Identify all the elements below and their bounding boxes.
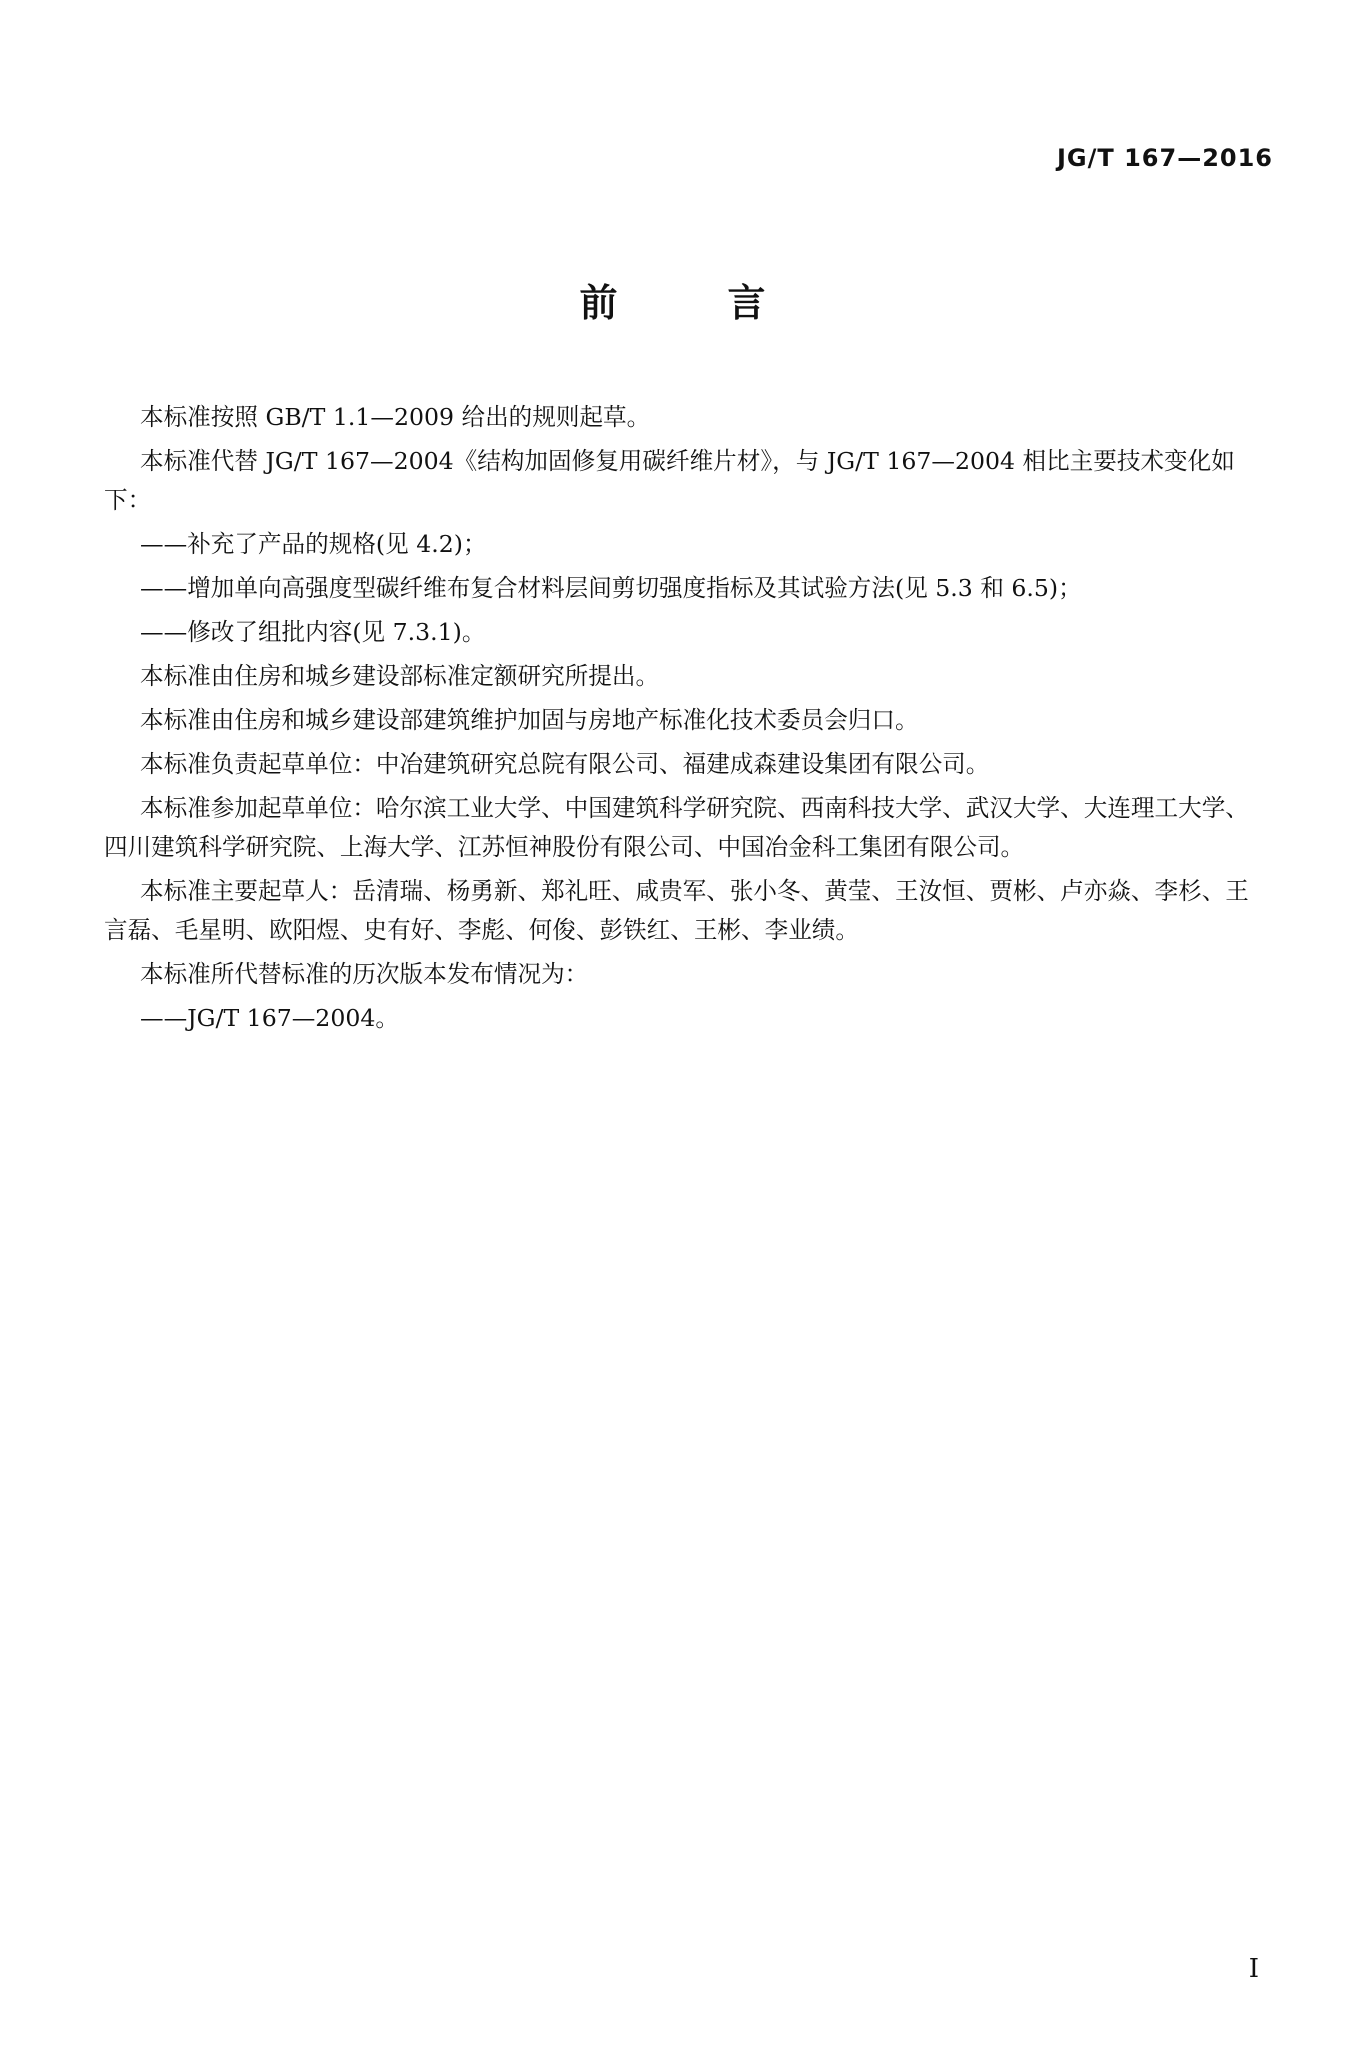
standard-code-header: JG/T 167—2016 xyxy=(1056,144,1273,172)
paragraph-lead-drafters: 本标准负责起草单位：中冶建筑研究总院有限公司、福建成森建设集团有限公司。 xyxy=(140,750,990,778)
change-item-shear-strength: ——增加单向高强度型碳纤维布复合材料层间剪切强度指标及其试验方法(见 5.3 和 6.5)； xyxy=(140,574,1082,602)
page-title: 前 言 xyxy=(579,281,802,325)
paragraph-history: 本标准所代替标准的历次版本发布情况为： xyxy=(140,960,589,988)
page-number: I xyxy=(1248,1954,1259,1984)
paragraph-main-drafters: 本标准主要起草人：岳清瑞、杨勇新、郑礼旺、咸贵军、张小冬、黄莹、王汝恒、贾彬、卢亦焱、李杉、王言磊、毛星明、欧阳煜、史有好、李彪、何俊、彭铁红、王彬、李业绩。 xyxy=(104,877,1249,944)
paragraph-drafting-rules: 本标准按照 GB/T 1.1—2009 给出的规则起草。 xyxy=(140,403,651,431)
change-item-batch: ——修改了组批内容(见 7.3.1)。 xyxy=(140,618,486,646)
change-item-specification: ——补充了产品的规格(见 4.2)； xyxy=(140,530,487,558)
history-item: ——JG/T 167—2004。 xyxy=(140,1004,399,1032)
paragraph-proposed-by: 本标准由住房和城乡建设部标准定额研究所提出。 xyxy=(140,662,660,690)
paragraph-participating-drafters: 本标准参加起草单位：哈尔滨工业大学、中国建筑科学研究院、西南科技大学、武汉大学、大连理工大学、四川建筑科学研究院、上海大学、江苏恒神股份有限公司、中国冶金科工集团有限公司。 xyxy=(104,794,1249,861)
paragraph-administered-by: 本标准由住房和城乡建设部建筑维护加固与房地产标准化技术委员会归口。 xyxy=(140,706,919,734)
paragraph-replacement: 本标准代替 JG/T 167—2004《结构加固修复用碳纤维片材》，与 JG/T 167—2004 相比主要技术变化如下： xyxy=(104,447,1235,514)
foreword-body xyxy=(104,398,1272,1043)
